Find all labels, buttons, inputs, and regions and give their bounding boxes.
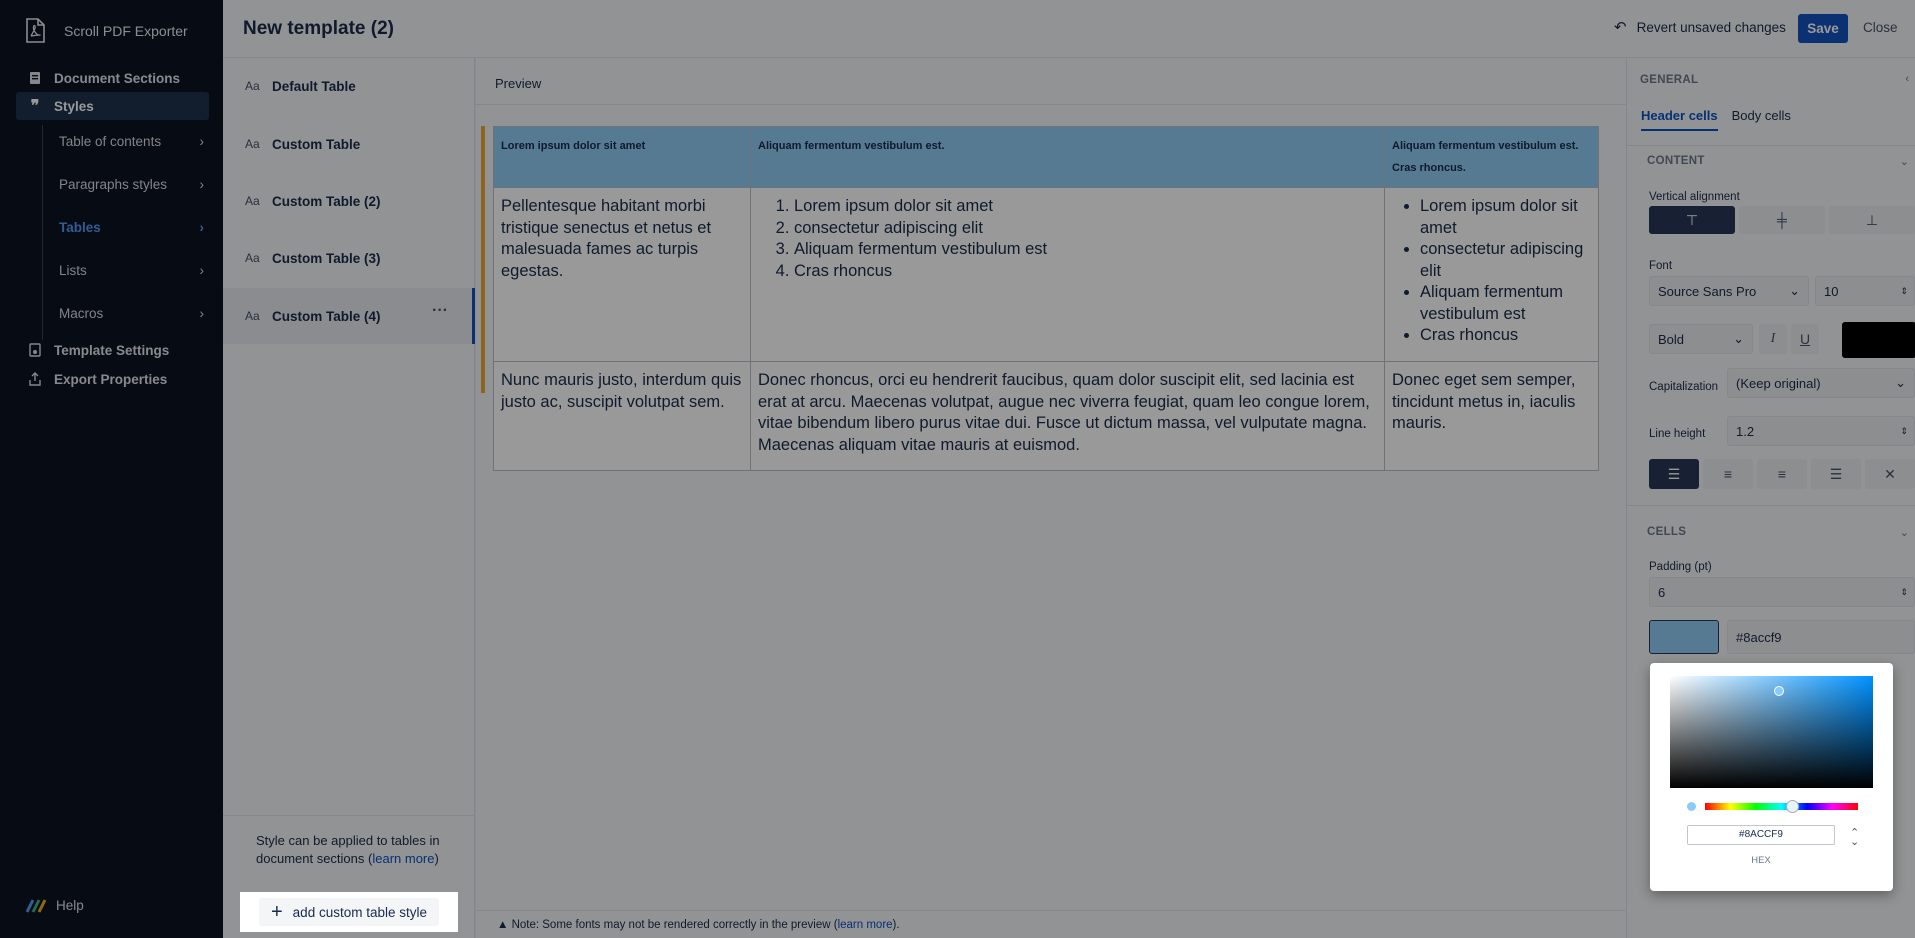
justify-button[interactable]: ☰ [1811,459,1861,489]
font-weight-select[interactable] [1649,324,1753,354]
tab-body-cells[interactable]: Body cells [1731,108,1791,123]
chevron-right-icon: › [199,305,204,321]
page-title: New template (2) [243,18,394,39]
font-style-icon: Aa [245,194,260,208]
table-cell: Donec rhoncus, orci eu hendrerit faucibus, quam dolor suscipit elit, sed lacinia est erat at arcu. Maecenas volutpat, augue nec viverra feugiat, quam leo congue lorem, vitae bibendum libero purus vitae dui. Fusce ut dictum massa, vel vulputate magna. Maecenas aliquam vitae mauris at euismod. [751,362,1385,471]
section-general: GENERAL [1640,74,1699,86]
save-button[interactable]: Save [1798,14,1848,43]
nav-sub-label: Macros [59,305,104,321]
font-style-icon: Aa [245,79,260,93]
section-cells: CELLS [1647,526,1687,538]
list-entry: • Cras rhoncus [1420,325,1591,347]
cell-tabs [1641,108,1805,131]
table-cell: Pellentesque habitant morbi tristique senectus et netus et malesuada fames ac turpis egestas. [494,188,751,362]
note-text: ▲ Note: Some fonts may not be rendered correctly in the preview ( [497,919,838,931]
color-preview-dot [1687,802,1696,811]
list-entry: • Aliquam fermentum vestibulum est [1420,282,1591,325]
list-item-selected[interactable] [223,288,475,344]
list-item-label: Custom Table (2) [272,193,381,209]
capitalization-select[interactable] [1727,368,1915,398]
nav-sub-label: Table of contents [59,133,162,149]
table-header-cell: Lorem ipsum dolor sit amet [494,127,751,188]
collapse-left-icon[interactable]: ‹ [1905,73,1909,85]
selection-marker [481,126,485,393]
nav-sub-tables[interactable] [42,212,212,242]
padding-label: Padding (pt) [1649,561,1712,573]
font-style-icon: Aa [245,251,260,265]
font-note [476,910,1626,938]
table-cell: Donec eget sem semper, tincidunt metus in, iaculis mauris. [1385,362,1599,471]
chevron-right-icon: › [199,176,204,192]
list-entry: • Lorem ipsum dolor sit amet [1420,196,1591,239]
chevron-down-icon[interactable]: ⌄ [1899,527,1909,539]
list-item[interactable] [223,58,475,114]
revert-label: Revert unsaved changes [1636,19,1786,35]
preview-canvas [493,126,1599,471]
left-navigation [0,0,223,938]
padding-input[interactable] [1649,577,1915,607]
nav-styles-label: Styles [54,98,94,114]
nav-template-settings[interactable] [16,336,209,364]
bullet-list [1392,196,1591,347]
nav-sub-label: Tables [59,219,101,235]
preview-table [493,126,1599,471]
font-size-value: 10 [1824,283,1839,299]
revert-button[interactable] [1614,18,1786,36]
table-cell [1385,188,1599,362]
align-top-button[interactable]: ⊤ [1649,206,1735,234]
nav-sub-macros[interactable] [42,298,212,328]
background-color-input[interactable] [1727,620,1915,654]
quote-icon: ❞ [30,98,40,115]
list-entry: 4. Cras rhoncus [794,261,1377,283]
hex-input[interactable]: #8ACCF9 [1687,825,1835,845]
underline-button[interactable]: U [1791,324,1819,354]
app-brand[interactable] [24,18,188,44]
stepper-icon: ⇕ [1900,285,1908,296]
capitalization-value: (Keep original) [1736,375,1821,391]
plus-icon: + [270,900,283,923]
ordered-list [758,196,1377,282]
nav-styles[interactable] [16,92,209,120]
font-label: Font [1649,260,1673,272]
color-hex-value: #8accf9 [1736,629,1782,645]
color-picker-popover [1650,663,1893,891]
font-size-input[interactable] [1815,276,1915,306]
hue-handle[interactable] [1786,800,1799,813]
app-name: Scroll PDF Exporter [64,23,188,39]
hint-suffix: ) [434,851,439,866]
list-entry: 3. Aliquam fermentum vestibulum est [794,239,1377,261]
saturation-handle[interactable] [1774,686,1784,696]
nav-sub-label: Paragraphs styles [59,176,168,192]
font-color-swatch[interactable] [1842,322,1915,358]
nav-sub-lists[interactable] [42,255,212,285]
pdf-file-icon [24,18,46,44]
padding-value: 6 [1658,584,1666,600]
saturation-area[interactable] [1670,676,1873,788]
nav-document-sections[interactable] [16,64,209,92]
preview-pane [476,58,1626,938]
export-icon [28,372,42,386]
chevron-down-icon: ⌄ [1733,331,1744,346]
font-select[interactable] [1649,276,1809,306]
settings-file-icon [28,343,42,357]
format-toggle-icon[interactable]: ⌃ ⌄ [1850,827,1860,848]
table-header-cell: Aliquam fermentum vestibulum est. [751,127,1385,188]
font-value: Source Sans Pro [1658,283,1757,299]
list-item-label: Custom Table (3) [272,250,381,266]
note-learn-more-link[interactable]: learn more [837,919,893,931]
section-content: CONTENT [1647,155,1705,167]
divider [476,104,1626,105]
weight-value: Bold [1658,331,1685,347]
nav-export-properties-label: Export Properties [54,371,168,387]
help-label: Help [56,898,84,913]
note-suffix: ). [892,919,900,931]
close-button[interactable]: Close [1863,20,1898,35]
hex-label: HEX [1751,855,1771,866]
help-logo-icon [26,899,46,913]
table-cell [751,188,1385,362]
chevron-down-icon[interactable]: ⌄ [1899,156,1909,168]
clear-alignment-button[interactable]: ✕ [1865,459,1915,489]
preview-label: Preview [495,76,542,91]
line-height-input[interactable] [1727,416,1915,446]
style-hint [256,832,456,868]
undo-icon: ↶ [1614,19,1627,36]
nav-export-properties[interactable] [16,365,209,393]
capitalization-label: Capitalization [1649,381,1719,393]
vertical-alignment-label: Vertical alignment [1649,191,1740,203]
stepper-icon: ⇕ [1900,425,1908,436]
list-entry: 2. consectetur adipiscing elit [794,218,1377,240]
tab-header-cells[interactable]: Header cells [1641,108,1718,131]
table-header-cell: Aliquam fermentum vestibulum est. Cras rhoncus. [1385,127,1599,188]
learn-more-link[interactable]: learn more [372,851,435,866]
nav-sub-table-of-contents[interactable] [42,126,212,156]
align-center-button[interactable]: ≡ [1703,459,1753,489]
list-item[interactable] [223,173,475,229]
add-button-label: add custom table style [292,904,427,920]
list-entry: • consectetur adipiscing elit [1420,239,1591,282]
background-color-swatch[interactable] [1649,620,1719,654]
list-item-label: Custom Table (4) [272,308,381,324]
chevron-right-icon: › [199,133,204,149]
align-middle-button[interactable]: ╪ [1739,206,1825,234]
hint-text: Style can be applied to tables in document sections ( [256,833,440,866]
font-style-icon: Aa [245,309,260,323]
nav-help[interactable] [26,898,84,913]
divider [1627,505,1915,506]
add-style-area [240,892,458,932]
nav-sub-label: Lists [59,262,87,278]
document-icon [28,71,42,85]
align-bottom-button[interactable]: ⊥ [1829,206,1915,234]
table-styles-list [223,58,475,938]
align-left-button[interactable]: ☰ [1649,459,1699,489]
chevron-down-icon: ⌄ [1789,283,1800,298]
list-item[interactable] [223,230,475,286]
nav-template-settings-label: Template Settings [54,342,170,358]
more-options-button[interactable]: ··· [432,302,448,319]
nav-document-sections-label: Document Sections [54,70,181,86]
list-entry: 1. Lorem ipsum dolor sit amet [794,196,1377,218]
chevron-right-icon: › [199,219,204,235]
hue-slider[interactable] [1705,803,1858,810]
font-style-icon: Aa [245,137,260,151]
table-cell: Nunc mauris justo, interdum quis justo ac, suscipit volutpat sem. [494,362,751,471]
line-height-label: Line height [1649,428,1706,440]
nav-sub-paragraphs-styles[interactable] [42,169,212,199]
chevron-down-icon: ⌄ [1895,375,1906,390]
divider [1627,145,1915,146]
line-height-value: 1.2 [1736,423,1755,439]
stepper-icon: ⇕ [1900,586,1908,597]
chevron-right-icon: › [199,262,204,278]
list-item[interactable] [223,116,475,172]
list-item-label: Custom Table [272,136,361,152]
add-custom-table-style-button[interactable] [259,898,439,926]
page-header [223,0,1915,58]
align-right-button[interactable]: ≡ [1757,459,1807,489]
italic-button[interactable]: I [1759,324,1787,354]
list-item-label: Default Table [272,78,356,94]
